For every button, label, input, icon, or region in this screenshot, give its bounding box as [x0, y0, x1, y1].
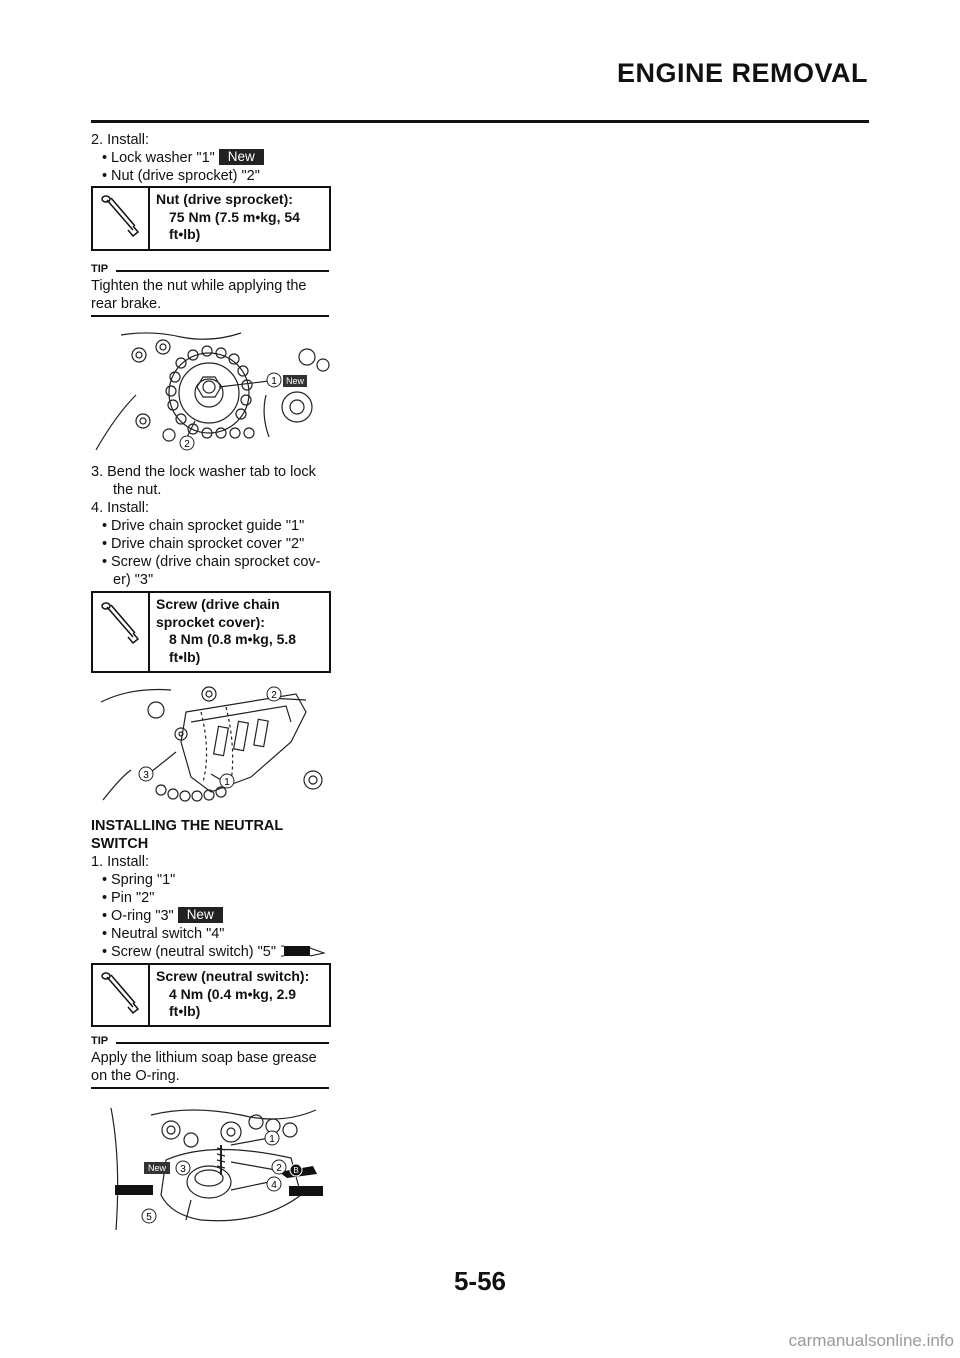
callout-1: 1: [269, 1134, 275, 1145]
neutral-switch-illustration: [91, 1100, 331, 1235]
callout-5: 5: [146, 1212, 152, 1223]
tip-end-rule: [91, 1087, 329, 1089]
torque-wrench-icon: [93, 593, 150, 671]
list-item: • Lock washer "1" New: [101, 149, 329, 167]
page-number: 5-56: [453, 1266, 507, 1296]
list-item: • Drive chain sprocket guide "1": [101, 517, 329, 535]
tip-text: Tighten the nut while applying the rear brake.: [91, 278, 307, 312]
spec-name: Screw (neutral switch):: [156, 968, 310, 984]
callout-4: 4: [271, 1180, 277, 1191]
spec-name: sprocket cover):: [156, 613, 265, 630]
torque-wrench-icon: [93, 965, 150, 1025]
spec-value: 75 Nm (7.5 m•kg, 54: [169, 208, 300, 225]
spec-value: 8 Nm (0.8 m•kg, 5.8: [169, 631, 297, 647]
spec-name: Screw (drive chain: [156, 596, 280, 612]
torque-spec-box: [91, 963, 331, 1027]
sprocket-install-step: [91, 131, 329, 185]
torque-spec-box: [91, 186, 331, 251]
spec-value: ft•lb): [169, 1003, 201, 1019]
page-header-title: ENGINE REMOVAL: [616, 58, 868, 88]
spec-value: ft•lb): [169, 648, 201, 665]
callout-1: 1: [271, 376, 277, 387]
watermark: carmanualsonline.info: [788, 1331, 954, 1350]
step-label: 4. Install:: [91, 500, 150, 516]
bend-step: 3. Bend the lock washer tab to lock the nut.: [91, 464, 316, 498]
section-title: INSTALLING THE NEUTRAL SWITCH: [91, 818, 284, 852]
list-item: • Neutral switch "4": [101, 925, 329, 943]
list-item: • Spring "1": [101, 871, 329, 889]
list-item: • Screw (neutral switch) "5": [101, 943, 329, 961]
callout-2: 2: [184, 439, 190, 450]
tip-header: TIP: [91, 263, 329, 279]
step-label: 2. Install:: [91, 132, 150, 148]
new-part-badge: New: [285, 376, 305, 386]
sprocket-cover-illustration: [91, 682, 331, 810]
callout-1: 1: [224, 777, 230, 788]
torque-wrench-icon: [93, 188, 150, 249]
callout-3: 3: [180, 1164, 186, 1175]
list-item: • O-ring "3" New: [101, 907, 329, 925]
list-item: • Drive chain sprocket cover "2": [101, 535, 329, 553]
grease-marker: B: [293, 1166, 299, 1175]
callout-2: 2: [276, 1163, 282, 1174]
callout-2: 2: [271, 690, 277, 701]
spec-value: ft•lb): [169, 226, 201, 242]
list-item-continuation: er) "3": [113, 572, 154, 588]
tip-text: Apply the lithium soap base grease on the O-ring.: [91, 1050, 317, 1084]
tip-header: TIP: [91, 1035, 329, 1051]
list-item: • Screw (drive chain sprocket cov-: [101, 553, 329, 571]
step-label: 1. Install:: [91, 854, 150, 870]
tip-end-rule: [91, 315, 329, 317]
new-part-badge: New: [178, 907, 223, 923]
new-part-badge: New: [219, 149, 264, 165]
callout-3: 3: [143, 770, 149, 781]
cover-install-step: [91, 499, 329, 589]
new-part-badge: New: [147, 1163, 167, 1173]
neutral-install-step: [91, 853, 329, 961]
list-item: • Nut (drive sprocket) "2": [101, 167, 329, 185]
spec-value: 4 Nm (0.4 m•kg, 2.9: [169, 985, 297, 1002]
locking-agent-icon: [280, 944, 328, 958]
list-item: • Pin "2": [101, 889, 329, 907]
header-rule: [91, 120, 869, 123]
spec-name: Nut (drive sprocket):: [156, 191, 293, 207]
drive-sprocket-illustration: [91, 325, 331, 455]
torque-spec-box: [91, 591, 331, 673]
